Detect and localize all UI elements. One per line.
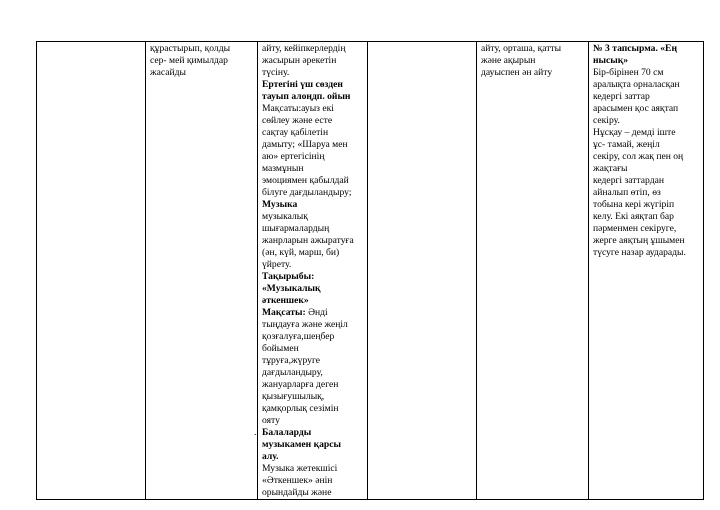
cell-text-line [593, 91, 699, 103]
cell-text-rest: Әнді [305, 307, 328, 318]
table-cell-col2 [146, 42, 258, 500]
cell-text-line [262, 139, 363, 151]
cell-text-line [262, 235, 363, 247]
cell-text: «Әткеншек» әнін [262, 475, 333, 486]
cell-text: Ертегіні үш сөзден [262, 79, 343, 90]
cell-text-line [262, 487, 363, 499]
cell-text: жақтағы [593, 163, 628, 174]
cell-text-line [481, 43, 584, 55]
cell-text-line [262, 331, 363, 343]
cell-text: эмоциямен қабылдай [262, 175, 349, 186]
cell-text: Бір-бірінен 70 см [593, 67, 664, 78]
cell-text-line [262, 379, 363, 391]
cell-text-line [262, 175, 363, 187]
cell-text: жасырын әрекетін [262, 55, 337, 66]
cell-text: секіру. [593, 115, 620, 126]
cell-text: Тақырыбы: [262, 271, 315, 282]
cell-text-line [262, 67, 363, 79]
cell-text-line [262, 79, 363, 91]
cell-text: Мақсаты:ауыз екі [262, 103, 334, 114]
cell-text-line [262, 403, 363, 415]
cell-text-line [262, 199, 363, 211]
cell-text-line [262, 115, 363, 127]
cell-text: жанрларын ажыратуға [262, 235, 354, 246]
cell-text-line [593, 55, 699, 67]
list-marker: . [254, 427, 257, 438]
cell-text: кедергі заттардан [593, 175, 664, 186]
cell-text: айту, кейіпкерлердің [262, 43, 346, 54]
cell-text: музыкамен қарсы [262, 439, 341, 450]
cell-text: тобына кері жүгіріп [593, 199, 675, 210]
cell-text: мазмұнын [262, 163, 304, 174]
cell-text-line [262, 343, 363, 355]
cell-text-line [150, 55, 253, 67]
cell-text: орындайды және [262, 487, 332, 498]
cell-text: дамыту; «Шаруа мен [262, 139, 348, 150]
cell-text-line [262, 151, 363, 163]
cell-text-line [593, 115, 699, 127]
cell-text: үйрету. [262, 259, 292, 270]
cell-text-line [262, 163, 363, 175]
table-cell-col1 [37, 42, 146, 500]
cell-text-line [262, 247, 363, 259]
cell-text: (ән, күй, марш, би) [262, 247, 340, 258]
cell-text: алу. [262, 451, 279, 462]
cell-text: аю» ертегісінің [262, 151, 325, 162]
table-cell-col3 [254, 42, 368, 500]
cell-text-line [593, 67, 699, 79]
cell-text: түсуге назар аударады. [593, 247, 686, 258]
cell-text: сақтау қабілетін [262, 127, 329, 138]
cell-text: сөйлеу және есте [262, 115, 333, 126]
lesson-plan-table [36, 41, 704, 500]
cell-text: әткеншек» [262, 295, 309, 306]
cell-text-line [262, 307, 363, 319]
cell-text-line [262, 271, 363, 283]
cell-text: және ақырын [481, 55, 536, 66]
cell-text-line [481, 67, 584, 79]
cell-text: аралықта орналасқан [593, 79, 680, 90]
cell-text-line [262, 415, 363, 427]
cell-text: тауып алоңдп. ойын [262, 91, 351, 102]
cell-text: музыкалық [262, 211, 308, 222]
cell-text: «Музыкалық [262, 283, 321, 294]
cell-text-line [262, 463, 363, 475]
cell-text: жасайды [150, 67, 186, 78]
cell-text-line [593, 163, 699, 175]
cell-text-line [262, 55, 363, 67]
table-row [37, 42, 704, 500]
cell-text: секіру, сол жақ пен оң [593, 151, 684, 162]
cell-text-line [262, 355, 363, 367]
cell-text-line [262, 367, 363, 379]
cell-text-line [593, 199, 699, 211]
cell-text-line [593, 43, 699, 55]
cell-text: сер- мей қимылдар [150, 55, 228, 66]
cell-text: айту, орташа, қатты [481, 43, 562, 54]
cell-text-line [262, 451, 363, 463]
cell-text-line [262, 211, 363, 223]
cell-text: айналып өтіп, өз [593, 187, 661, 198]
cell-text-line [593, 127, 699, 139]
cell-text-line [593, 235, 699, 247]
cell-text-line [593, 223, 699, 235]
cell-text-line [593, 247, 699, 259]
cell-text: түсіну. [262, 67, 290, 78]
cell-text: құрастырып, қолды [150, 43, 231, 54]
cell-text-line [262, 391, 363, 403]
cell-text: бойымен [262, 343, 299, 354]
cell-text-line [593, 151, 699, 163]
cell-text: білуге дағдыландыру; [262, 187, 352, 198]
table-cell-col4 [368, 42, 477, 500]
cell-text-line [262, 259, 363, 271]
cell-text-line [593, 139, 699, 151]
cell-text-line [150, 67, 253, 79]
cell-text: Балаларды [262, 427, 312, 438]
cell-text: Музыка жетекшісі [262, 463, 338, 474]
table-cell-col6 [589, 42, 704, 500]
cell-text: нысық» [593, 55, 629, 66]
cell-text-line [593, 211, 699, 223]
cell-text-line [262, 43, 363, 55]
cell-text-line [593, 79, 699, 91]
cell-text-line [262, 91, 363, 103]
cell-text: шығармалардың [262, 223, 330, 234]
cell-text: дауыспен ән айту [481, 67, 553, 78]
cell-text: қозғалуға,шеңбер [262, 331, 335, 342]
cell-text: тұруға,жүруге [262, 355, 321, 366]
cell-text: жерге аяқтың ұшымен [593, 235, 685, 246]
cell-text-line [262, 223, 363, 235]
cell-text-line [593, 103, 699, 115]
cell-text-line [254, 427, 363, 439]
cell-text-line [262, 127, 363, 139]
cell-text: № 3 тапсырма. «Ең [593, 43, 677, 54]
cell-text-line [262, 187, 363, 199]
cell-text: ояту [262, 415, 280, 426]
cell-text-line [481, 55, 584, 67]
table-cell-col5 [477, 42, 589, 500]
cell-text: арасымен қос аяқтап [593, 103, 679, 114]
cell-text: Нұсқау – демді іште [593, 127, 676, 138]
cell-text-line [262, 475, 363, 487]
cell-text: қамқорлық сезімін [262, 403, 339, 414]
cell-text-line [262, 319, 363, 331]
cell-text: жануарларға деген [262, 379, 339, 390]
cell-text: келу. Екі аяқтап бар [593, 211, 674, 222]
cell-text-line [262, 283, 363, 295]
cell-text: Музыка [262, 199, 298, 210]
cell-text-line [593, 175, 699, 187]
cell-text: тыңдауға және жеңіл [262, 319, 348, 330]
cell-text-line [262, 439, 363, 451]
cell-text: ұс- тамай, жеңіл [593, 139, 660, 150]
cell-text-line [262, 103, 363, 115]
cell-text-line [262, 295, 363, 307]
cell-text: Мақсаты: [262, 307, 306, 318]
cell-text: дағдыландыру, [262, 367, 323, 378]
cell-text: пәрменмен секіруге, [593, 223, 677, 234]
cell-text: кедергі заттар [593, 91, 650, 102]
cell-text: қызығушылық, [262, 391, 325, 402]
cell-text-line [593, 187, 699, 199]
cell-text-line [150, 43, 253, 55]
